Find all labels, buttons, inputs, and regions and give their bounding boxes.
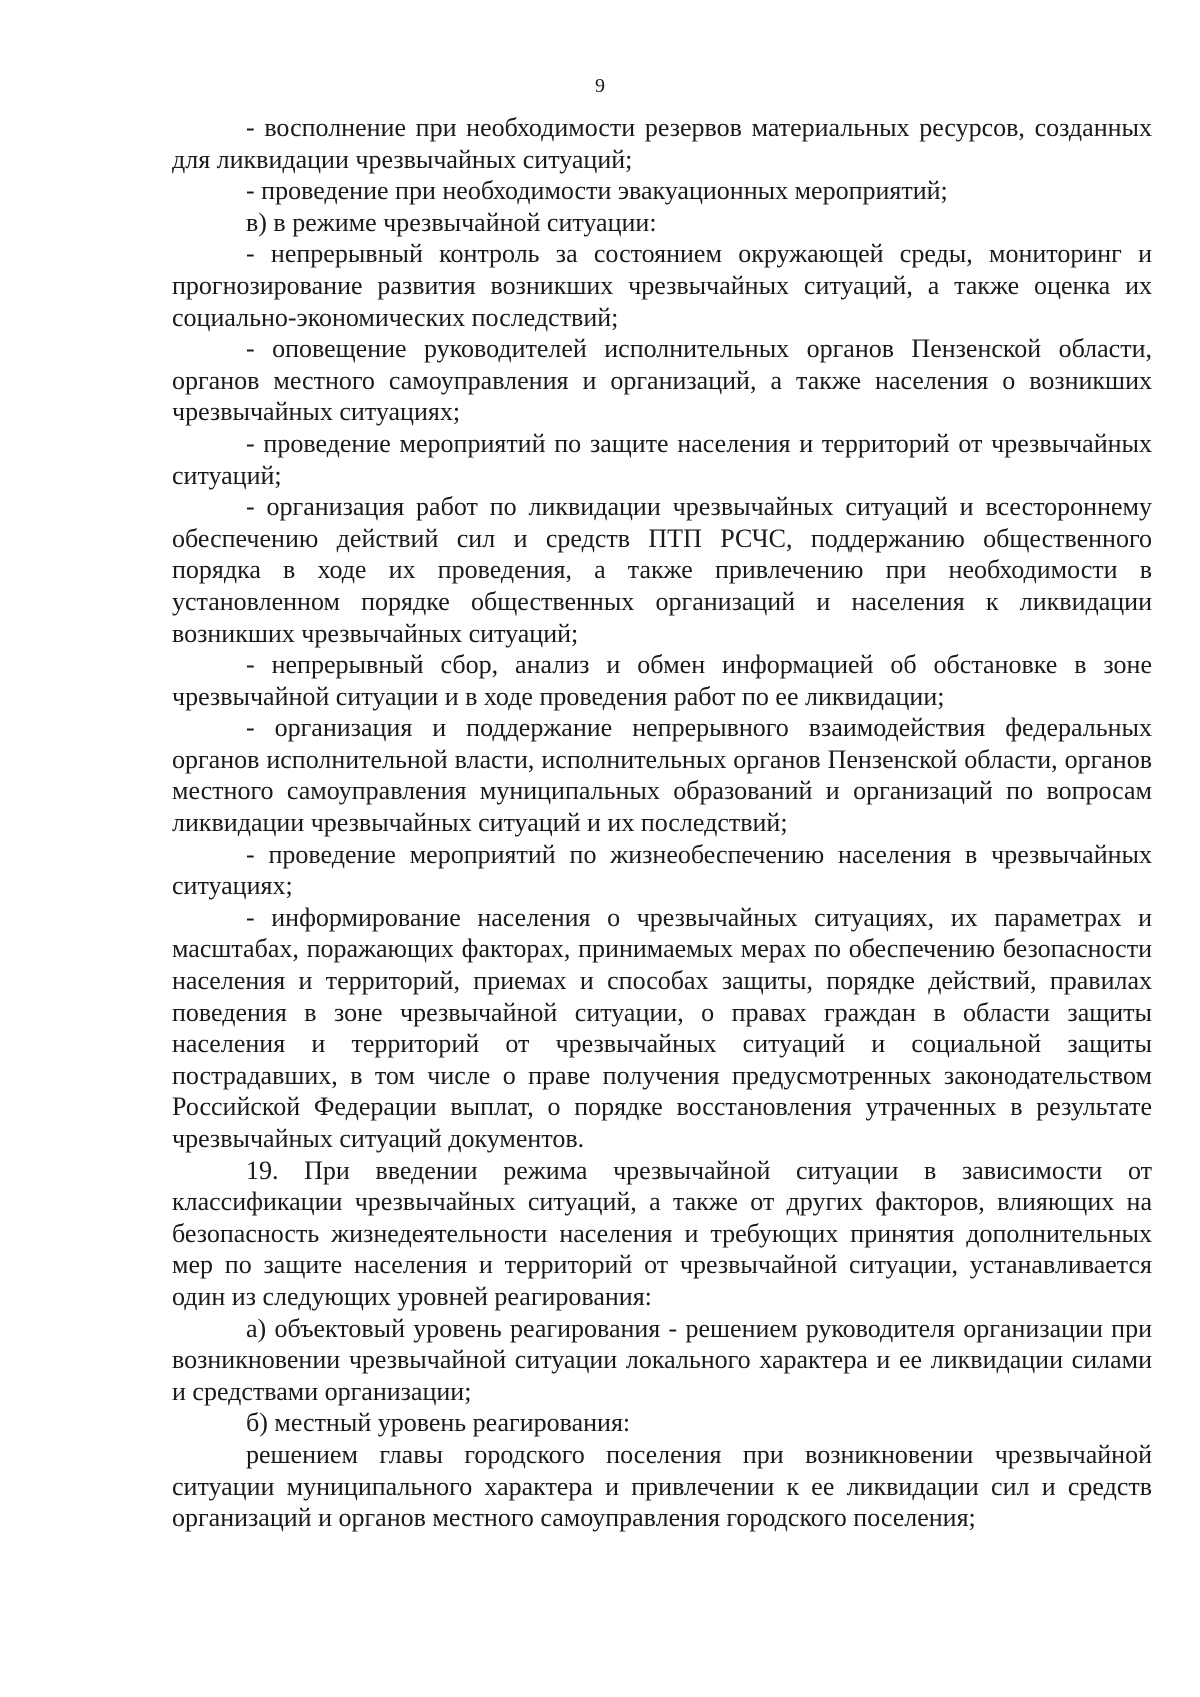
paragraph: в) в режиме чрезвычайной ситуации: — [246, 207, 657, 237]
paragraph: - проведение при необходимости эвакуационных мероприятий; — [246, 176, 948, 206]
paragraph: - непрерывный контроль за состоянием окружающей среды, мониторинг и прогнозирование развития возникших чрезвычайных ситуаций, а также оценка их социально-экономических последствий; — [172, 239, 1152, 332]
document-body — [172, 112, 1152, 1534]
paragraph: - проведение мероприятий по защите населения и территорий от чрезвычайных ситуаций; — [172, 428, 1152, 490]
paragraph: - организация работ по ликвидации чрезвычайных ситуаций и всестороннему обеспечению действий сил и средств ПТП РСЧС, поддержанию общественного порядка в ходе их проведения, а также привлечению при необходимости в установленном порядке общественных организаций и населения к ликвидации возникших чрезвычайных ситуаций; — [172, 492, 1152, 648]
paragraph: а) объектовый уровень реагирования - решением руководителя организации при возникновении чрезвычайной ситуации локального характера и ее ликвидации силами и средствами организации; — [172, 1313, 1152, 1406]
paragraph: - непрерывный сбор, анализ и обмен информацией об обстановке в зоне чрезвычайной ситуации и в ходе проведения работ по ее ликвидации; — [172, 650, 1152, 711]
paragraph: 19. При введении режима чрезвычайной ситуации в зависимости от классификации чрезвычайных ситуаций, а также от других факторов, влияющих на безопасность жизнедеятельности населения и требующих принятия дополнительных мер по защите населения и территорий от чрезвычайной ситуации, устанавливается один из следующих уровней реагирования: — [172, 1155, 1152, 1311]
paragraph: - оповещение руководителей исполнительных органов Пензенской области, органов местного самоуправления и организаций, а также населения о возникших чрезвычайных ситуациях; — [172, 334, 1152, 427]
paragraph: решением главы городского поселения при возникновении чрезвычайной ситуации муниципального характера и привлечении к ее ликвидации сил и средств организаций и органов местного самоуправления городского поселения; — [172, 1439, 1152, 1533]
paragraph: - организация и поддержание непрерывного взаимодействия федеральных органов исполнительной власти, исполнительных органов Пензенской области, органов местного самоуправления муниципальных образований и организаций по вопросам ликвидации чрезвычайных ситуаций и их последствий; — [172, 713, 1152, 838]
paragraph: б) местный уровень реагирования: — [246, 1408, 631, 1438]
paragraph: - проведение мероприятий по жизнеобеспечению населения в чрезвычайных ситуациях; — [172, 839, 1152, 901]
paragraph: - информирование населения о чрезвычайных ситуациях, их параметрах и масштабах, поражающих факторах, принимаемых мерах по обеспечению безопасности населения и территорий, приемах и способах защиты, порядке действий, правилах поведения в зоне чрезвычайной ситуации, о правах граждан в области защиты населения и территорий от чрезвычайных ситуаций и социальной защиты пострадавших, в том числе о праве получения предусмотренных законодательством Российской Федерации выплат, о порядке восстановления утраченных в результате чрезвычайных ситуаций документов. — [172, 902, 1152, 1153]
paragraph: - восполнение при необходимости резервов материальных ресурсов, созданных для ликвидации чрезвычайных ситуаций; — [172, 113, 1152, 174]
page-number: 9 — [595, 75, 605, 97]
